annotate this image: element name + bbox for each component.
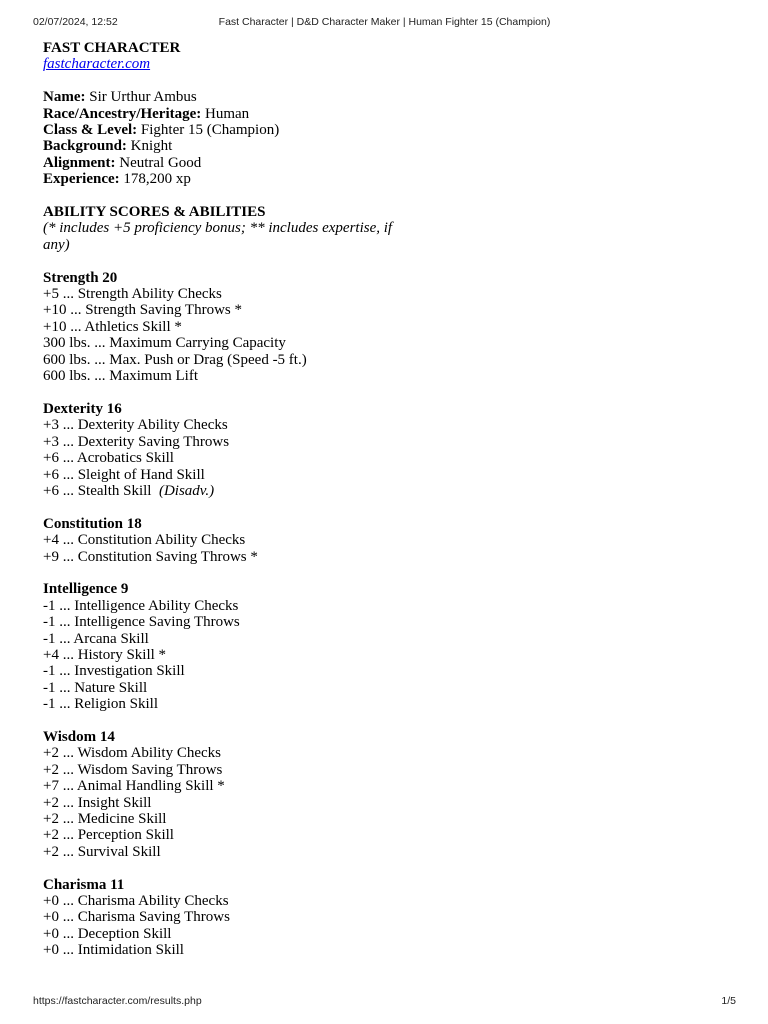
ability-section (43, 516, 423, 565)
ability-line-text: -1 ... Arcana Skill (43, 630, 149, 647)
ability-line (43, 532, 423, 548)
ability-line-text: +10 ... Strength Saving Throws * (43, 302, 243, 319)
info-label: Name: (43, 89, 86, 106)
ability-line (43, 647, 423, 663)
abilities-heading: ABILITY SCORES & ABILITIES (43, 204, 266, 221)
print-header (33, 16, 736, 30)
info-row-alignment (43, 155, 423, 171)
spacer (43, 188, 423, 204)
ability-line (43, 286, 423, 302)
ability-line-text: +0 ... Charisma Saving Throws (43, 909, 230, 926)
ability-section (43, 581, 423, 712)
ability-line (43, 696, 423, 712)
ability-line-text: -1 ... Intelligence Ability Checks (43, 597, 239, 614)
print-page-title: Fast Character | D&D Character Maker | Human Fighter 15 (Champion) (218, 16, 551, 28)
ability-line (43, 368, 423, 384)
ability-section (43, 270, 423, 385)
ability-line (43, 335, 423, 351)
ability-title: Wisdom 14 (43, 728, 115, 745)
ability-line (43, 942, 423, 958)
print-url: https://fastcharacter.com/results.php (33, 995, 202, 1007)
ability-line (43, 434, 423, 450)
ability-line (43, 762, 423, 778)
abilities-note: (* includes +5 proficiency bonus; ** includes expertise, if any) (43, 220, 393, 253)
info-label: Race/Ancestry/Heritage: (43, 105, 202, 122)
info-value: Human (205, 105, 250, 122)
ability-line (43, 844, 423, 860)
ability-line (43, 598, 423, 614)
abilities-list (43, 270, 423, 959)
ability-line-text: +10 ... Athletics Skill * (43, 318, 182, 335)
ability-line (43, 549, 423, 565)
info-value: Fighter 15 (Champion) (140, 122, 280, 139)
ability-line-text: +4 ... Constitution Ability Checks (43, 532, 246, 549)
ability-line (43, 909, 423, 925)
ability-line (43, 778, 423, 794)
ability-line-text: +0 ... Charisma Ability Checks (43, 893, 229, 909)
ability-section (43, 401, 423, 499)
info-row-background (43, 138, 423, 154)
ability-section (43, 877, 423, 959)
ability-line-text: 600 lbs. ... Max. Push or Drag (Speed -5 ft.) (43, 351, 307, 368)
ability-line-text: +2 ... Survival Skill (43, 843, 161, 860)
ability-line-tag: (Disadv.) (158, 482, 215, 499)
ability-line-text: +7 ... Animal Handling Skill * (43, 778, 225, 795)
ability-line-text: +2 ... Medicine Skill (43, 810, 167, 827)
ability-line-text: -1 ... Intelligence Saving Throws (43, 614, 240, 631)
info-label: Class & Level: (43, 122, 138, 139)
ability-line-text: -1 ... Religion Skill (43, 696, 159, 713)
spacer (43, 499, 423, 515)
ability-line-text: -1 ... Nature Skill (43, 679, 148, 696)
print-datetime: 02/07/2024, 12:52 (33, 16, 118, 28)
info-value: Knight (130, 138, 173, 155)
ability-title: Constitution 18 (43, 515, 142, 532)
info-row-experience (43, 171, 423, 187)
ability-line (43, 614, 423, 630)
ability-title: Intelligence 9 (43, 581, 129, 598)
page-number: 1/5 (721, 995, 736, 1007)
ability-section (43, 729, 423, 860)
ability-line (43, 631, 423, 647)
ability-line (43, 827, 423, 843)
ability-line-text: +2 ... Insight Skill (43, 794, 152, 811)
ability-line-text: 300 lbs. ... Maximum Carrying Capacity (43, 335, 286, 352)
ability-line-text: +4 ... History Skill * (43, 646, 167, 663)
spacer (43, 253, 423, 269)
info-value: Sir Urthur Ambus (89, 89, 197, 106)
ability-line (43, 745, 423, 761)
ability-line-text: +9 ... Constitution Saving Throws * (43, 548, 258, 565)
ability-line-text: 600 lbs. ... Maximum Lift (43, 368, 198, 385)
ability-line-text: +5 ... Strength Ability Checks (43, 286, 222, 303)
spacer (43, 713, 423, 729)
ability-line (43, 893, 423, 909)
info-value: 178,200 xp (123, 171, 191, 188)
ability-line (43, 680, 423, 696)
info-label: Experience: (43, 171, 120, 188)
ability-line (43, 483, 423, 499)
info-row-race (43, 106, 423, 122)
ability-line-text: +3 ... Dexterity Saving Throws (43, 433, 230, 450)
info-label: Background: (43, 138, 127, 155)
info-row-name (43, 89, 423, 105)
ability-line (43, 795, 423, 811)
spacer (43, 860, 423, 876)
ability-line (43, 926, 423, 942)
ability-line (43, 811, 423, 827)
ability-line (43, 352, 423, 368)
ability-title: Charisma 11 (43, 876, 125, 893)
ability-line-text: -1 ... Investigation Skill (43, 663, 185, 680)
info-value: Neutral Good (119, 154, 202, 171)
ability-line (43, 417, 423, 433)
ability-line-text: +2 ... Perception Skill (43, 827, 174, 844)
ability-line (43, 467, 423, 483)
ability-line (43, 450, 423, 466)
ability-line (43, 663, 423, 679)
character-info (43, 89, 423, 187)
ability-line (43, 319, 423, 335)
character-sheet (43, 40, 423, 959)
site-link[interactable]: fastcharacter.com (43, 56, 151, 73)
info-row-class-level (43, 122, 423, 138)
ability-line-text: +0 ... Intimidation Skill (43, 942, 184, 959)
ability-line-text: +6 ... Sleight of Hand Skill (43, 466, 205, 483)
ability-line-text: +2 ... Wisdom Ability Checks (43, 745, 222, 762)
document-heading: FAST CHARACTER (43, 40, 181, 56)
ability-line-text: +0 ... Deception Skill (43, 925, 172, 942)
spacer (43, 565, 423, 581)
print-footer (33, 995, 736, 1009)
ability-line (43, 302, 423, 318)
ability-title: Dexterity 16 (43, 400, 122, 417)
spacer (43, 384, 423, 400)
ability-line-text: +2 ... Wisdom Saving Throws (43, 761, 223, 778)
spacer (43, 73, 423, 89)
info-label: Alignment: (43, 154, 116, 171)
ability-line-text: +3 ... Dexterity Ability Checks (43, 417, 228, 434)
ability-line-text: +6 ... Stealth Skill (43, 482, 152, 499)
ability-title: Strength 20 (43, 269, 118, 286)
ability-line-text: +6 ... Acrobatics Skill (43, 450, 174, 467)
